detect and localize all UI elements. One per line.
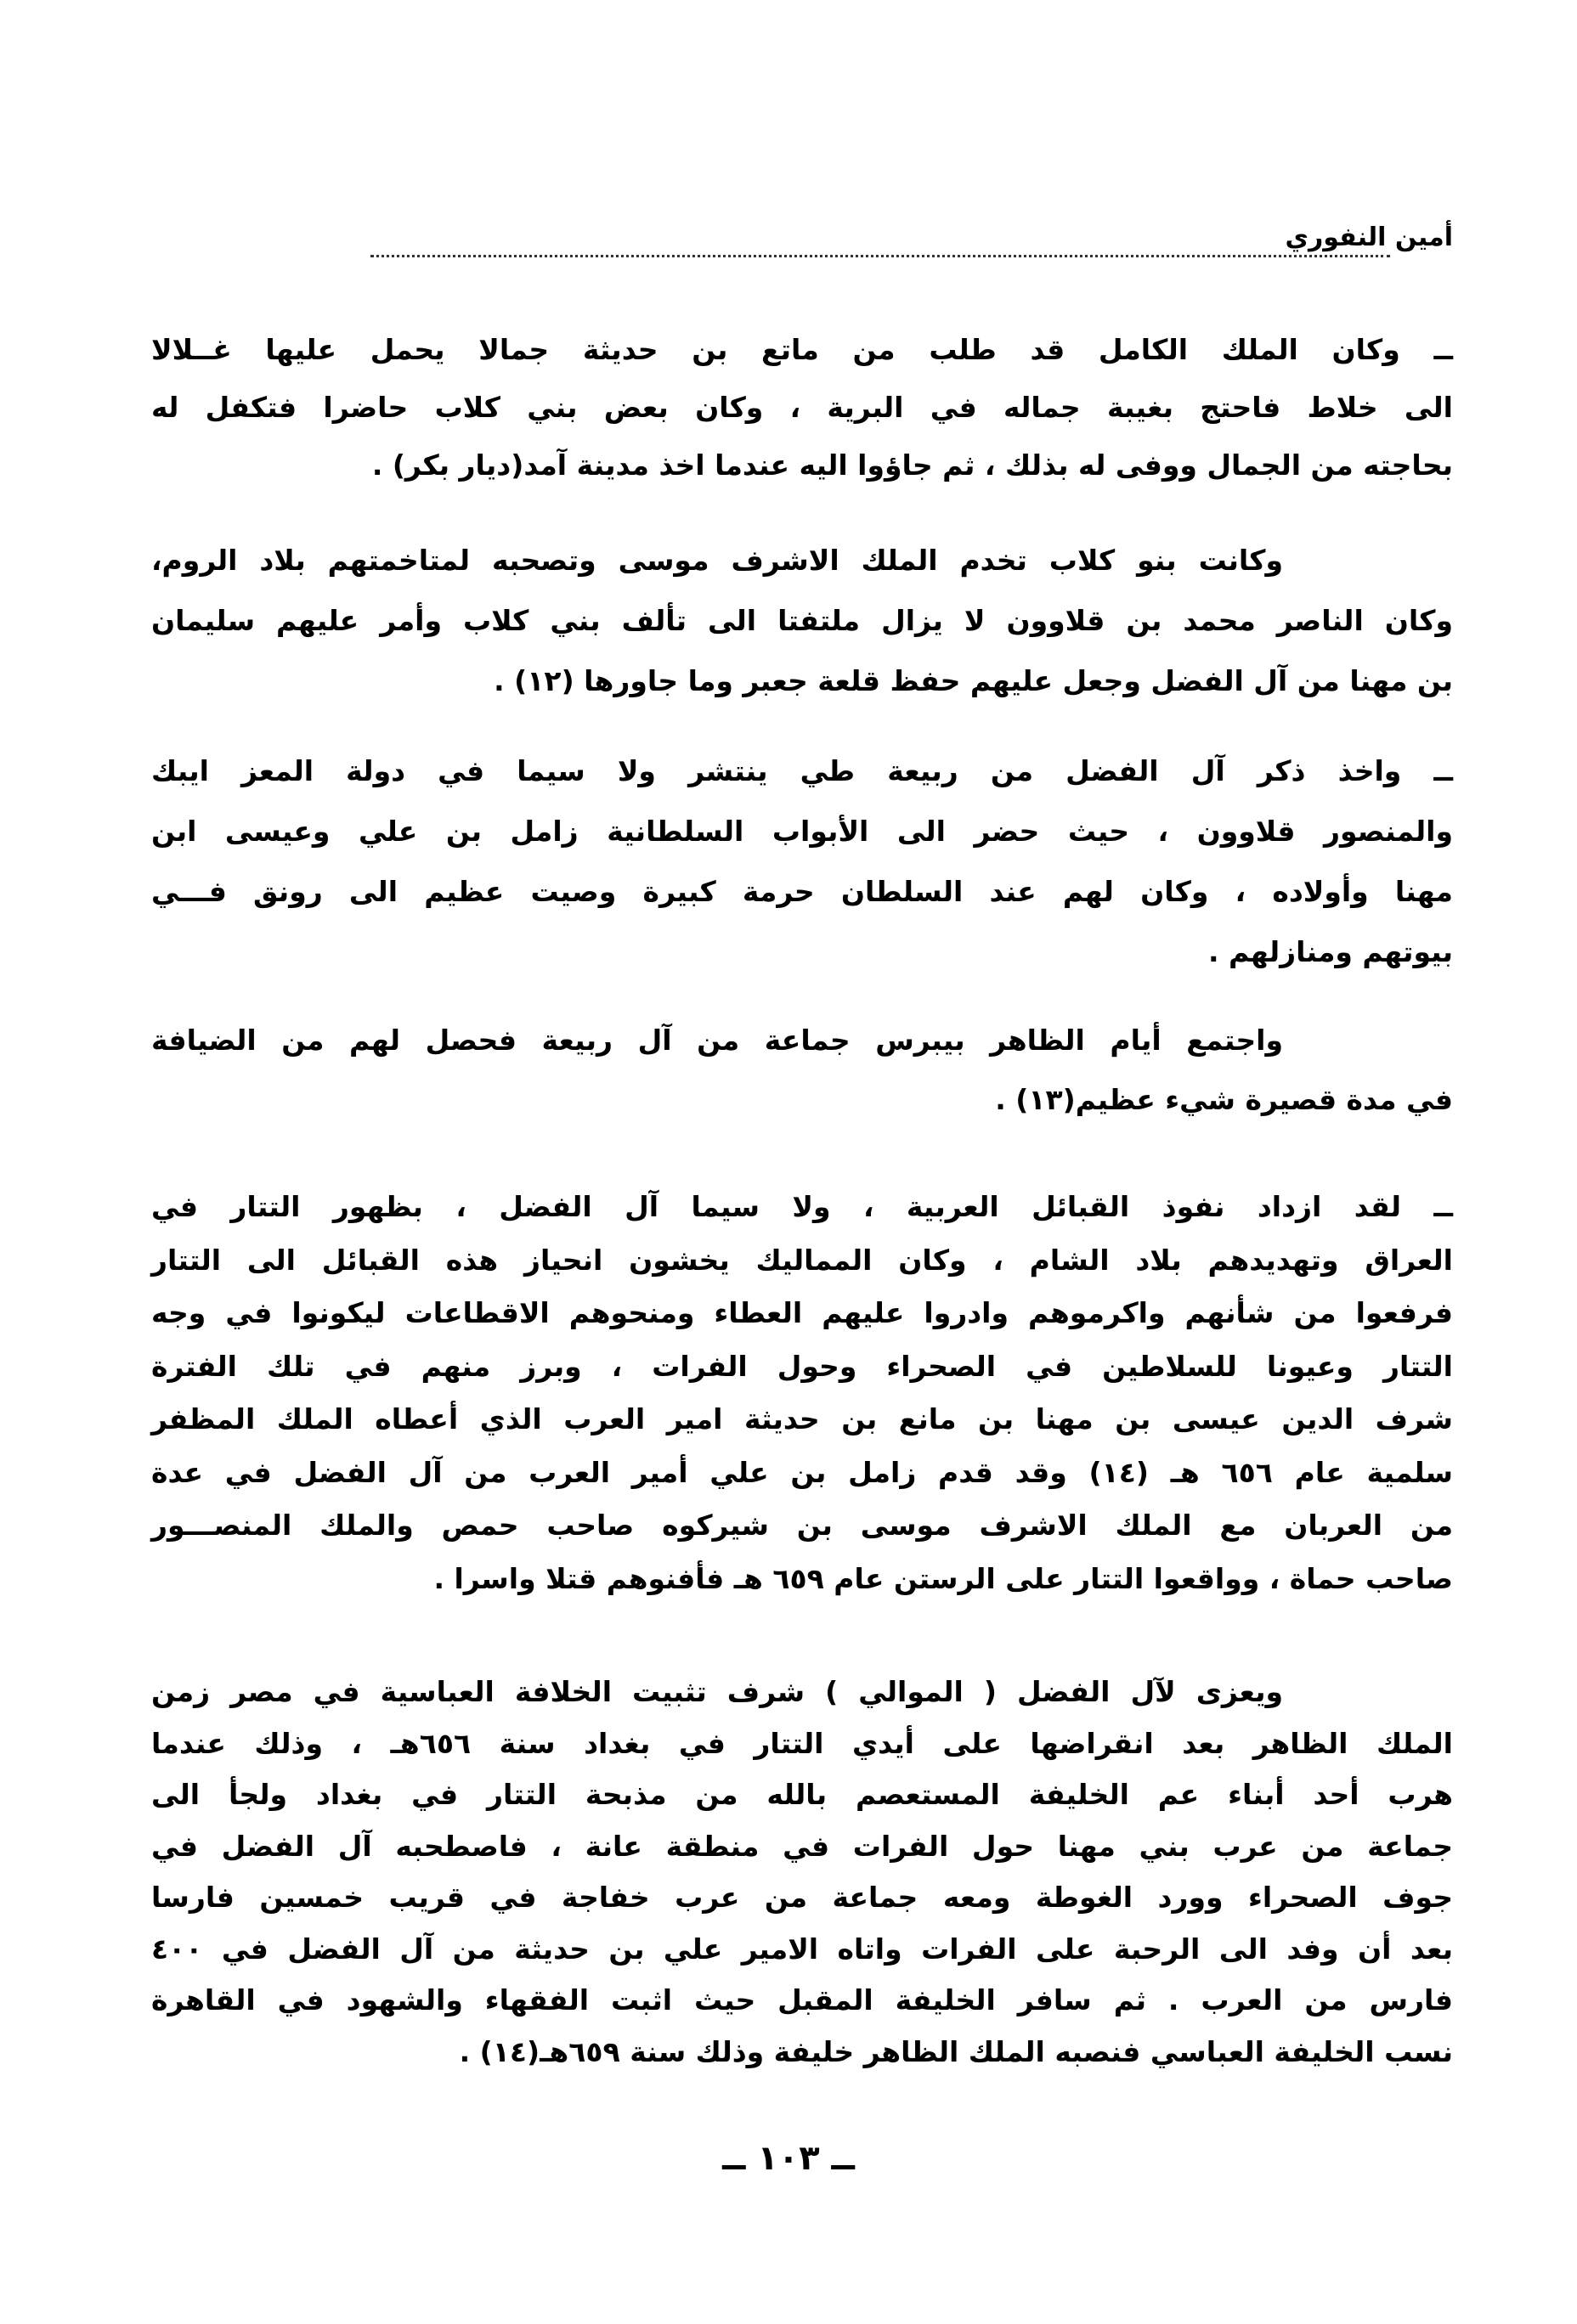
text-line: بحاجته من الجمال ووفى له بذلك ، ثم جاؤوا اليه عندما اخذ مدينة آمد(ديار بكر) .	[371, 448, 1453, 482]
paragraph	[151, 530, 1453, 711]
text-line: نسب الخليفة العباسي فنصبه الملك الظاهر خليفة وذلك سنة ٦٥٩هـ(١٤) .	[459, 2034, 1453, 2068]
text-line: الملك الظاهر بعد انقراضها على أيدي التتار في بغداد سنة ٦٥٦هـ ، وذلك عندما	[151, 1726, 1453, 1760]
text-line: وكان الناصر محمد بن قلاوون لا يزال ملتفتا الى تألف بني كلاب وأمر عليهم سليمان	[151, 604, 1453, 637]
paragraph	[151, 321, 1453, 494]
text-line: هرب أحد أبناء عم الخليفة المستعصم بالله من مذبحة التتار في بغداد ولجأ الى	[151, 1778, 1453, 1811]
text-line: واجتمع أيام الظاهر بيبرس جماعة من آل ربيعة فحصل لهم من الضيافة	[151, 1024, 1283, 1057]
paragraph	[151, 1667, 1453, 2078]
text-line: الى خلاط فاحتج بغيبة جماله في البرية ، وكان بعض بني كلاب حاضرا فتكفل له	[151, 391, 1453, 424]
text-line: بن مهنا من آل الفضل وجعل عليهم حفظ قلعة جعبر وما جاورها (١٢) .	[494, 664, 1453, 697]
text-line: ــ لقد ازداد نفوذ القبائل العربية ، ولا سيما آل الفضل ، بظهور التتار في	[151, 1190, 1453, 1223]
text-line: والمنصور قلاوون ، حيث حضر الى الأبواب السلطانية زامل بن علي وعيسى ابن	[151, 815, 1453, 848]
header-dotted-rule	[370, 255, 1390, 257]
text-line: وكانت بنو كلاب تخدم الملك الاشرف موسى وتصحبه لمتاخمتهم بلاد الروم،	[151, 544, 1283, 577]
text-line: جوف الصحراء وورد الغوطة ومعه جماعة من عرب خفاجة في قريب خمسين فارسا	[151, 1881, 1453, 1914]
text-line: العراق وتهديدهم بلاد الشام ، وكان المماليك يخشون انحياز هذه القبائل الى التتار	[151, 1243, 1453, 1277]
text-line: سلمية عام ٦٥٦ هـ (١٤) وقد قدم زامل بن علي أمير العرب من آل الفضل في عدة	[151, 1455, 1453, 1489]
text-line: شرف الدين عيسى بن مهنا بن مانع بن حديثة امير العرب الذي أعطاه الملك المظفر	[151, 1402, 1453, 1436]
text-line: بيوتهم ومنازلهم .	[1208, 935, 1453, 968]
text-line: بعد أن وفد الى الرحبة على الفرات واتاه الامير علي بن حديثة من آل الفضل في ٤٠٠	[151, 1932, 1453, 1966]
paragraph	[151, 741, 1453, 982]
text-line: مهنا وأولاده ، وكان لهم عند السلطان حرمة كبيرة وصيت عظيم الى رونق فـــي	[151, 875, 1453, 908]
text-line: من العربان مع الملك الاشرف موسى بن شيركوه صاحب حمص والملك المنصـــور	[151, 1509, 1453, 1542]
text-line: ــ واخذ ذكر آل الفضل من ربيعة طي ينتشر ولا سيما في دولة المعز ايبك	[151, 754, 1453, 787]
page-number: ــ ١٠٣ ــ	[722, 2139, 855, 2178]
text-line: ويعزى لآل الفضل ( الموالي ) شرف تثبيت الخلافة العباسية في مصر زمن	[151, 1675, 1283, 1708]
text-line: التتار وعيونا للسلاطين في الصحراء وحول الفرات ، وبرز منهم في تلك الفترة	[151, 1349, 1453, 1383]
text-line: فرفعوا من شأنهم واكرموهم وادروا عليهم العطاء ومنحوهم الاقطاعات ليكونوا في وجه	[151, 1296, 1453, 1329]
text-line: جماعة من عرب بني مهنا حول الفرات في منطقة عانة ، فاصطحبه آل الفضل في	[151, 1829, 1453, 1863]
running-header-author: أمين النفوري	[1285, 223, 1453, 252]
text-line: فارس من العرب . ثم سافر الخليفة المقبل حيث اثبت الفقهاء والشهود في القاهرة	[151, 1983, 1453, 2017]
paragraph	[151, 1181, 1453, 1605]
text-line: ــ وكان الملك الكامل قد طلب من ماتع بن حديثة جمالا يحمل عليها غــلالا	[151, 333, 1453, 366]
text-line: صاحب حماة ، وواقعوا التتار على الرستن عام ٦٥٩ هـ فأفنوهم قتلا واسرا .	[433, 1561, 1453, 1595]
text-line: في مدة قصيرة شيء عظيم(١٣) .	[995, 1083, 1453, 1116]
paragraph	[151, 1011, 1453, 1130]
